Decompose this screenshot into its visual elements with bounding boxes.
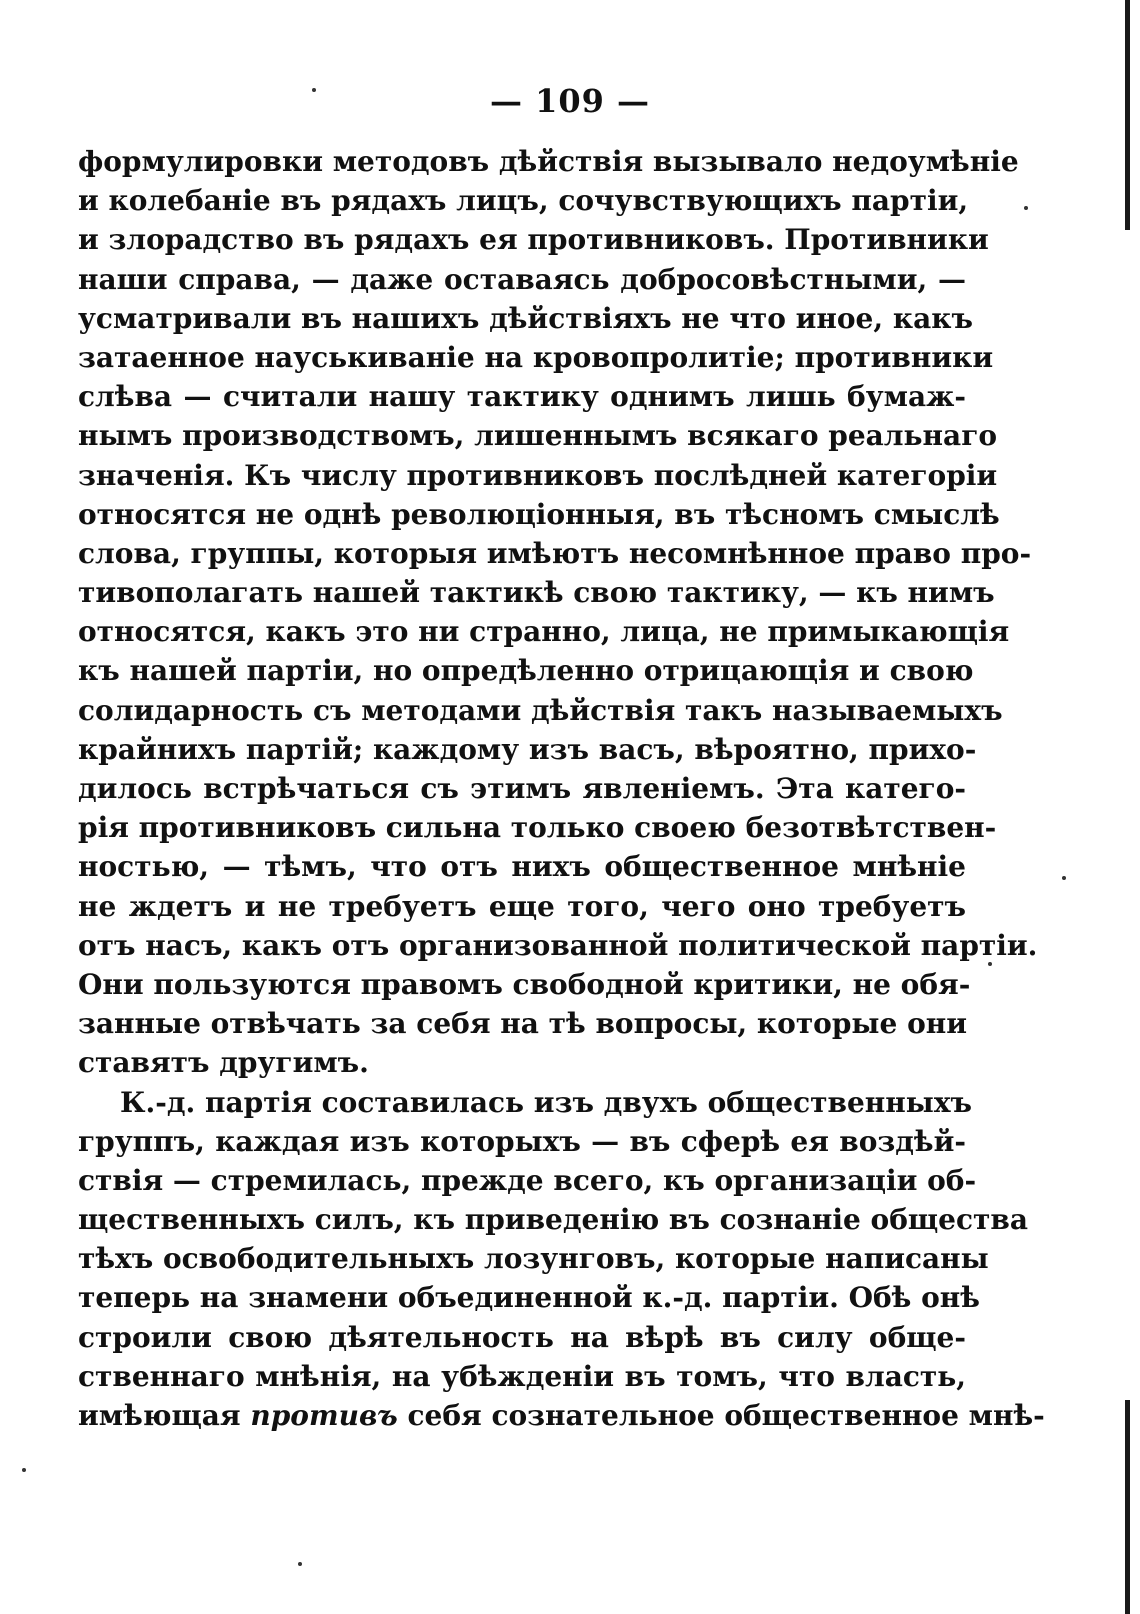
- text-line: крайнихъ партій; каждому изъ васъ, вѣроятно, прихо-: [78, 732, 977, 766]
- text-line: формулировки методовъ дѣйствія вызывало недоумѣніе: [78, 145, 1019, 178]
- print-speck: [22, 1468, 26, 1472]
- print-speck: [312, 88, 316, 92]
- text-line: ностью, — тѣмъ, что отъ нихъ общественное мнѣніе: [78, 850, 966, 884]
- text-line: и колебаніе въ рядахъ лицъ, сочувствующихъ партіи,: [78, 184, 969, 218]
- text-line: дилось встрѣчаться съ этимъ явленіемъ. Эта катего-: [78, 772, 966, 805]
- text-line: къ нашей партіи, но опредѣленно отрицающія и свою: [78, 654, 974, 688]
- print-speck: [1024, 206, 1028, 210]
- text-line: группъ, каждая изъ которыхъ — въ сферѣ ея воздѣй-: [78, 1124, 966, 1158]
- text-line: К.-д. партія составилась изъ двухъ общественныхъ: [120, 1085, 972, 1119]
- paragraph-2: [78, 1083, 1045, 1436]
- print-speck: [298, 1562, 302, 1566]
- page-edge-shadow: [1125, 0, 1130, 230]
- print-speck: [1062, 876, 1066, 880]
- text-line: щественныхъ силъ, къ приведенію въ сознаніе общества: [78, 1203, 1028, 1237]
- paragraph-1: [78, 142, 1038, 1083]
- text-line: значенія. Къ числу противниковъ послѣдней категоріи: [78, 458, 998, 492]
- body-text: [78, 142, 1045, 1435]
- text-line: наши справа, — даже оставаясь добросовѣстными, —: [78, 262, 966, 296]
- text-line: слова, группы, которыя имѣютъ несомнѣнное право про-: [78, 536, 1032, 570]
- text-line-with-emphasis: [78, 1396, 1045, 1435]
- text-segment: имѣющая: [78, 1399, 251, 1432]
- text-line: тивополагать нашей тактикѣ свою тактику, — къ нимъ: [78, 576, 995, 610]
- text-line: слѣва — считали нашу тактику однимъ лишь бумаж-: [78, 380, 966, 414]
- text-line: относятся не однѣ революціонныя, въ тѣсномъ смыслѣ: [78, 497, 1000, 531]
- page-number: — 109 —: [489, 82, 651, 120]
- text-line: тѣхъ освободительныхъ лозунговъ, которые написаны: [78, 1242, 989, 1276]
- text-line: нымъ производствомъ, лишеннымъ всякаго реальнаго: [78, 419, 998, 453]
- text-line: относятся, какъ это ни странно, лица, не примыкающія: [78, 615, 1010, 649]
- emphasized-word: противъ: [250, 1399, 398, 1432]
- text-line: строили свою дѣятельность на вѣрѣ въ силу обще-: [78, 1320, 966, 1354]
- page-edge-shadow: [1125, 1400, 1130, 1614]
- text-line: ствія — стремилась, прежде всего, къ организаціи об-: [78, 1163, 977, 1197]
- text-line: затаенное науськиваніе на кровопролитіе; противники: [78, 340, 994, 374]
- text-segment: себя сознательное общественное мнѣ-: [397, 1399, 1045, 1432]
- text-line: отъ насъ, какъ отъ организованной политической партіи.: [78, 928, 1038, 962]
- text-line: ственнаго мнѣнія, на убѣжденіи въ томъ, что власть,: [78, 1359, 966, 1393]
- text-line: усматривали въ нашихъ дѣйствіяхъ не что иное, какъ: [78, 301, 973, 335]
- text-line: солидарность съ методами дѣйствія такъ называемыхъ: [78, 693, 1003, 727]
- text-line: занные отвѣчать за себя на тѣ вопросы, которые они: [78, 1007, 967, 1041]
- print-speck: [988, 962, 992, 966]
- text-line: не ждетъ и не требуетъ еще того, чего оно требуетъ: [78, 889, 966, 923]
- text-line: Они пользуются правомъ свободной критики, не обя-: [78, 967, 971, 1001]
- text-line: рія противниковъ сильна только своею безотвѣтствен-: [78, 811, 997, 845]
- text-line: теперь на знамени объединенной к.-д. партіи. Обѣ онѣ: [78, 1281, 980, 1315]
- text-line: и злорадство въ рядахъ ея противниковъ. Противники: [78, 223, 989, 257]
- text-line: ставятъ другимъ.: [78, 1046, 369, 1080]
